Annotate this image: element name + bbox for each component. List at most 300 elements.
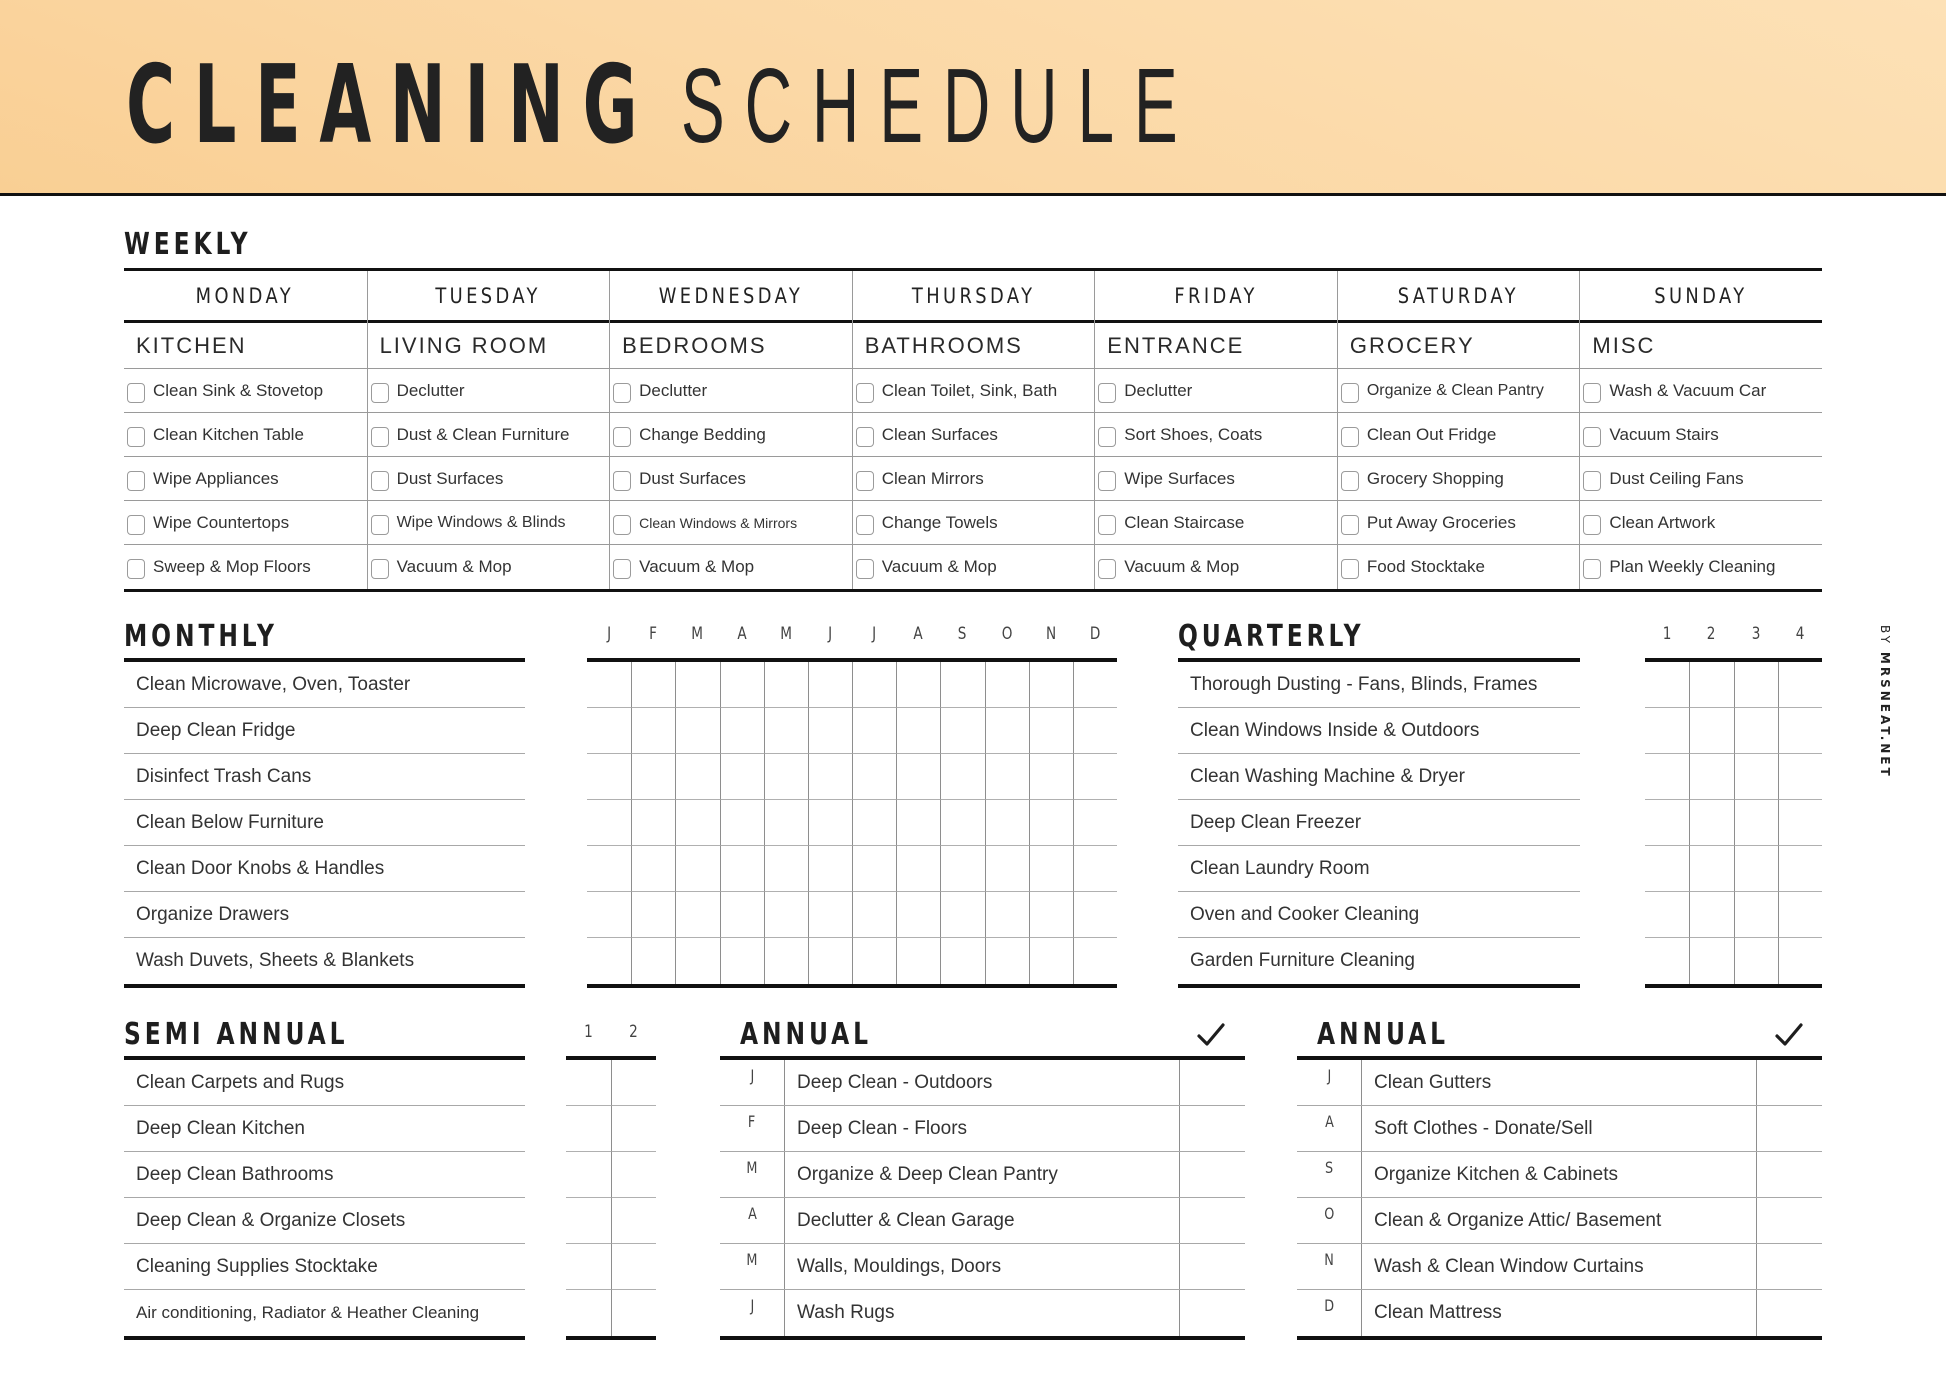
task-label: Grocery Shopping — [1366, 468, 1504, 488]
checkoff-cell[interactable] — [631, 800, 675, 846]
checkoff-cell[interactable] — [1778, 846, 1822, 892]
weekly-task[interactable] — [610, 413, 852, 457]
checkoff-cell[interactable] — [940, 938, 984, 984]
weekly-task[interactable] — [1095, 545, 1337, 589]
quarter-label: 3 — [1751, 624, 1760, 644]
weekly-task[interactable] — [368, 545, 610, 589]
half-labels — [566, 1022, 656, 1042]
annual-row — [720, 1106, 1245, 1152]
checkbox[interactable] — [127, 515, 145, 535]
annual-month: M — [720, 1244, 785, 1289]
task-label: Vacuum & Mop — [396, 557, 512, 576]
checkoff-cell[interactable] — [720, 754, 764, 800]
checkoff-cell[interactable] — [852, 938, 896, 984]
checkoff-cell[interactable] — [852, 846, 896, 892]
weekly-task[interactable] — [1580, 413, 1822, 457]
weekly-task[interactable] — [853, 457, 1095, 501]
weekly-task[interactable] — [853, 545, 1095, 589]
annual-month: A — [1297, 1106, 1362, 1151]
annual-task: Wash & Clean Window Curtains — [1362, 1244, 1757, 1289]
checkoff-cell[interactable] — [808, 846, 852, 892]
checkoff-cell[interactable] — [764, 708, 808, 754]
annual-check-cell[interactable] — [1757, 1060, 1822, 1105]
checkoff-cell[interactable] — [720, 800, 764, 846]
checkoff-cell[interactable] — [940, 800, 984, 846]
checkoff-cell[interactable] — [1029, 846, 1073, 892]
checkoff-cell[interactable] — [566, 1106, 611, 1152]
checkbox[interactable] — [127, 471, 145, 491]
checkoff-cell[interactable] — [1645, 892, 1689, 938]
checkoff-cell[interactable] — [611, 1198, 656, 1244]
checkoff-cell[interactable] — [675, 800, 719, 846]
checkoff-cell[interactable] — [940, 662, 984, 708]
annual-month: J — [720, 1290, 785, 1336]
checkoff-cell[interactable] — [808, 938, 852, 984]
task-label: Change Towels — [881, 512, 998, 532]
weekly-task[interactable] — [1580, 369, 1822, 413]
weekly-task[interactable] — [124, 545, 367, 589]
quarterly-task: Clean Washing Machine & Dryer — [1178, 754, 1580, 800]
task-label: Clean Sink & Stovetop — [153, 380, 324, 400]
weekly-task[interactable] — [853, 501, 1095, 545]
annual-row — [1297, 1152, 1822, 1198]
checkoff-cell[interactable] — [1645, 800, 1689, 846]
weekly-task[interactable] — [124, 457, 367, 501]
checkoff-cell[interactable] — [1689, 846, 1733, 892]
checkoff-cell[interactable] — [1073, 800, 1117, 846]
checkbox[interactable] — [1583, 427, 1601, 447]
annual-task: Clean Mattress — [1362, 1290, 1757, 1336]
checkoff-cell[interactable] — [1778, 892, 1822, 938]
checkoff-cell[interactable] — [1734, 662, 1778, 708]
weekly-category: BATHROOMS — [853, 323, 1095, 369]
weekly-task[interactable] — [1095, 413, 1337, 457]
task-label: Put Away Groceries — [1366, 512, 1516, 532]
annual-month: N — [1297, 1244, 1362, 1289]
checkoff-cell[interactable] — [566, 1198, 611, 1244]
checkoff-cell[interactable] — [940, 892, 984, 938]
annual-check-cell[interactable] — [1180, 1198, 1245, 1243]
monthly-task: Clean Microwave, Oven, Toaster — [124, 662, 525, 708]
checkoff-cell[interactable] — [675, 846, 719, 892]
checkoff-cell[interactable] — [1073, 938, 1117, 984]
checkmark-icon — [1196, 1022, 1226, 1048]
checkoff-cell[interactable] — [1029, 800, 1073, 846]
checkoff-cell[interactable] — [1689, 754, 1733, 800]
checkoff-cell[interactable] — [675, 938, 719, 984]
checkoff-cell[interactable] — [985, 846, 1029, 892]
annual-check-cell[interactable] — [1757, 1106, 1822, 1151]
checkoff-cell[interactable] — [720, 708, 764, 754]
annual-check-cell[interactable] — [1180, 1060, 1245, 1105]
checkoff-cell[interactable] — [566, 1060, 611, 1106]
weekly-day-header — [368, 271, 610, 323]
checkbox[interactable] — [1098, 383, 1116, 403]
weekly-day-header — [1580, 271, 1822, 323]
checkoff-cell[interactable] — [587, 662, 631, 708]
quarter-label: 4 — [1795, 624, 1805, 644]
checkbox[interactable] — [1583, 471, 1601, 491]
checkoff-cell[interactable] — [1778, 662, 1822, 708]
annual-row — [720, 1244, 1245, 1290]
checkoff-cell[interactable] — [896, 938, 940, 984]
checkoff-cell[interactable] — [631, 938, 675, 984]
checkoff-cell[interactable] — [1073, 846, 1117, 892]
checkbox[interactable] — [1341, 383, 1359, 403]
annual-row — [1297, 1198, 1822, 1244]
checkoff-cell[interactable] — [764, 892, 808, 938]
month-label: J — [607, 624, 612, 644]
checkoff-cell[interactable] — [985, 892, 1029, 938]
annual-1-title: ANNUAL — [740, 1017, 872, 1052]
checkoff-cell[interactable] — [764, 662, 808, 708]
task-label: Clean Artwork — [1609, 512, 1716, 532]
checkoff-cell[interactable] — [1778, 800, 1822, 846]
checkbox[interactable] — [1341, 427, 1359, 447]
checkoff-cell[interactable] — [566, 1152, 611, 1198]
quarterly-task: Deep Clean Freezer — [1178, 800, 1580, 846]
annual-check-cell[interactable] — [1180, 1290, 1245, 1336]
day-label: FRIDAY — [1174, 283, 1258, 308]
checkoff-cell[interactable] — [1778, 938, 1822, 984]
annual-check-cell[interactable] — [1180, 1244, 1245, 1289]
checkoff-cell[interactable] — [896, 800, 940, 846]
checkoff-cell[interactable] — [1073, 662, 1117, 708]
checkbox[interactable] — [1098, 471, 1116, 491]
checkoff-cell[interactable] — [611, 1244, 656, 1290]
weekly-day-header — [610, 271, 852, 323]
checkbox[interactable] — [1341, 559, 1359, 579]
checkoff-cell[interactable] — [720, 892, 764, 938]
checkbox[interactable] — [1098, 427, 1116, 447]
checkoff-cell[interactable] — [587, 846, 631, 892]
checkoff-cell[interactable] — [1645, 708, 1689, 754]
side-credit-brand: MRSNEAT.NET — [1878, 651, 1892, 779]
quarter-label: 2 — [1707, 624, 1716, 644]
checkoff-cell[interactable] — [1029, 708, 1073, 754]
weekly-task[interactable] — [368, 457, 610, 501]
checkoff-cell[interactable] — [1778, 754, 1822, 800]
semi-annual-task: Clean Carpets and Rugs — [124, 1060, 525, 1106]
checkoff-cell[interactable] — [764, 754, 808, 800]
checkoff-cell[interactable] — [764, 846, 808, 892]
checkoff-cell[interactable] — [1778, 708, 1822, 754]
checkbox[interactable] — [856, 559, 874, 579]
monthly-title: MONTHLY — [124, 619, 278, 654]
month-label: A — [736, 624, 747, 644]
weekly-task[interactable] — [1338, 457, 1580, 501]
checkoff-cell[interactable] — [587, 938, 631, 984]
checkoff-cell[interactable] — [1645, 754, 1689, 800]
annual-task: Soft Clothes - Donate/Sell — [1362, 1106, 1757, 1151]
checkoff-cell[interactable] — [1689, 662, 1733, 708]
monthly-task-list — [124, 658, 525, 988]
weekly-task[interactable] — [1338, 369, 1580, 413]
checkoff-cell[interactable] — [940, 754, 984, 800]
weekly-task[interactable] — [124, 369, 367, 413]
weekly-task[interactable] — [368, 369, 610, 413]
checkoff-cell[interactable] — [587, 892, 631, 938]
checkoff-cell[interactable] — [896, 846, 940, 892]
day-label: WEDNESDAY — [658, 283, 804, 308]
task-label: Clean Out Fridge — [1366, 424, 1497, 444]
checkbox[interactable] — [371, 559, 389, 579]
checkoff-cell[interactable] — [587, 800, 631, 846]
checkbox[interactable] — [1583, 559, 1601, 579]
checkoff-cell[interactable] — [1073, 754, 1117, 800]
annual-check-cell[interactable] — [1757, 1198, 1822, 1243]
checkoff-cell[interactable] — [631, 754, 675, 800]
checkoff-cell[interactable] — [611, 1152, 656, 1198]
task-label: Food Stocktake — [1366, 557, 1485, 576]
weekly-category: KITCHEN — [124, 323, 367, 369]
checkoff-cell[interactable] — [852, 708, 896, 754]
task-label: Sweep & Mop Floors — [153, 557, 311, 576]
checkoff-cell[interactable] — [631, 662, 675, 708]
annual-task: Walls, Mouldings, Doors — [785, 1244, 1180, 1289]
annual-row — [720, 1060, 1245, 1106]
checkoff-cell[interactable] — [631, 892, 675, 938]
checkoff-cell[interactable] — [1645, 846, 1689, 892]
checkoff-cell[interactable] — [587, 754, 631, 800]
checkbox[interactable] — [613, 383, 631, 403]
checkbox[interactable] — [1341, 471, 1359, 491]
task-label: Dust & Clean Furniture — [396, 424, 570, 444]
annual-task: Deep Clean - Floors — [785, 1106, 1180, 1151]
annual-check-cell[interactable] — [1757, 1152, 1822, 1197]
checkoff-cell[interactable] — [896, 662, 940, 708]
monthly-task: Organize Drawers — [124, 892, 525, 938]
checkoff-cell[interactable] — [1689, 892, 1733, 938]
task-label: Wipe Surfaces — [1124, 468, 1235, 488]
annual-month: M — [720, 1152, 785, 1197]
checkbox[interactable] — [613, 427, 631, 447]
checkoff-cell[interactable] — [720, 846, 764, 892]
weekly-task[interactable] — [1338, 545, 1580, 589]
checkoff-cell[interactable] — [1029, 754, 1073, 800]
checkbox[interactable] — [856, 515, 874, 535]
checkoff-cell[interactable] — [1734, 846, 1778, 892]
monthly-task: Clean Door Knobs & Handles — [124, 846, 525, 892]
checkbox[interactable] — [127, 383, 145, 403]
task-label: Clean Staircase — [1124, 512, 1245, 532]
checkoff-cell[interactable] — [1029, 938, 1073, 984]
checkoff-cell[interactable] — [764, 800, 808, 846]
weekly-category: ENTRANCE — [1095, 323, 1337, 369]
weekly-task[interactable] — [1095, 457, 1337, 501]
annual-task: Organize & Deep Clean Pantry — [785, 1152, 1180, 1197]
checkoff-cell[interactable] — [566, 1290, 611, 1336]
semi-annual-task: Deep Clean Kitchen — [124, 1106, 525, 1152]
checkoff-cell[interactable] — [896, 754, 940, 800]
checkoff-cell[interactable] — [985, 800, 1029, 846]
half-label: 1 — [584, 1022, 593, 1042]
checkoff-cell[interactable] — [808, 662, 852, 708]
weekly-task[interactable] — [1580, 501, 1822, 545]
checkoff-cell[interactable] — [896, 708, 940, 754]
checkoff-cell[interactable] — [1734, 754, 1778, 800]
weekly-task[interactable] — [610, 501, 852, 545]
weekly-column — [1094, 271, 1337, 589]
checkoff-cell[interactable] — [808, 800, 852, 846]
checkoff-cell[interactable] — [1734, 708, 1778, 754]
semi-annual-task: Deep Clean Bathrooms — [124, 1152, 525, 1198]
annual-task: Wash Rugs — [785, 1290, 1180, 1336]
checkoff-cell[interactable] — [1734, 938, 1778, 984]
weekly-column — [367, 271, 610, 589]
title-thin-word: SCHEDULE — [680, 47, 1198, 165]
annual-month: O — [1297, 1198, 1362, 1243]
checkoff-cell[interactable] — [1029, 662, 1073, 708]
weekly-column — [609, 271, 852, 589]
weekly-task[interactable] — [368, 501, 610, 545]
checkbox[interactable] — [127, 559, 145, 579]
annual-task: Organize Kitchen & Cabinets — [1362, 1152, 1757, 1197]
checkoff-cell[interactable] — [940, 708, 984, 754]
checkoff-cell[interactable] — [985, 754, 1029, 800]
checkoff-cell[interactable] — [808, 754, 852, 800]
weekly-task[interactable] — [368, 413, 610, 457]
weekly-category: BEDROOMS — [610, 323, 852, 369]
checkbox[interactable] — [371, 383, 389, 403]
quarterly-task: Oven and Cooker Cleaning — [1178, 892, 1580, 938]
checkbox[interactable] — [856, 471, 874, 491]
checkbox[interactable] — [1098, 515, 1116, 535]
checkoff-cell[interactable] — [675, 892, 719, 938]
weekly-task[interactable] — [1095, 501, 1337, 545]
checkbox[interactable] — [127, 427, 145, 447]
checkoff-cell[interactable] — [675, 754, 719, 800]
checkoff-cell[interactable] — [1073, 892, 1117, 938]
checkoff-cell[interactable] — [1689, 800, 1733, 846]
checkoff-cell[interactable] — [764, 938, 808, 984]
task-label: Wash & Vacuum Car — [1609, 380, 1767, 400]
annual-2-table — [1297, 1056, 1822, 1340]
checkoff-cell[interactable] — [985, 938, 1029, 984]
checkoff-cell[interactable] — [1645, 662, 1689, 708]
checkoff-cell[interactable] — [852, 662, 896, 708]
checkbox[interactable] — [371, 471, 389, 491]
task-label: Wipe Appliances — [153, 468, 279, 488]
weekly-day-header — [124, 271, 367, 323]
checkbox[interactable] — [1583, 515, 1601, 535]
checkoff-cell[interactable] — [852, 800, 896, 846]
checkoff-cell[interactable] — [1734, 892, 1778, 938]
annual-row — [720, 1198, 1245, 1244]
checkoff-cell[interactable] — [985, 708, 1029, 754]
checkoff-cell[interactable] — [852, 754, 896, 800]
checkoff-cell[interactable] — [631, 708, 675, 754]
task-label: Clean Kitchen Table — [153, 424, 304, 444]
checkbox[interactable] — [613, 515, 631, 535]
checkbox[interactable] — [1583, 383, 1601, 403]
checkbox[interactable] — [613, 559, 631, 579]
weekly-task[interactable] — [1095, 369, 1337, 413]
checkoff-cell[interactable] — [1645, 938, 1689, 984]
checkoff-cell[interactable] — [852, 892, 896, 938]
semi-annual-task: Cleaning Supplies Stocktake — [124, 1244, 525, 1290]
weekly-column — [1337, 271, 1580, 589]
weekly-column — [852, 271, 1095, 589]
checkbox[interactable] — [371, 515, 389, 535]
weekly-task[interactable] — [610, 545, 852, 589]
annual-check-cell[interactable] — [1757, 1244, 1822, 1289]
checkbox[interactable] — [371, 427, 389, 447]
weekly-task[interactable] — [853, 369, 1095, 413]
checkoff-cell[interactable] — [808, 708, 852, 754]
weekly-task[interactable] — [610, 457, 852, 501]
checkoff-cell[interactable] — [808, 892, 852, 938]
checkbox[interactable] — [1098, 559, 1116, 579]
checkoff-cell[interactable] — [896, 892, 940, 938]
task-label: Dust Surfaces — [639, 468, 746, 488]
month-label: M — [691, 624, 704, 644]
weekly-task[interactable] — [1338, 413, 1580, 457]
annual-row — [720, 1290, 1245, 1336]
weekly-task[interactable] — [853, 413, 1095, 457]
weekly-task[interactable] — [1338, 501, 1580, 545]
weekly-category: GROCERY — [1338, 323, 1580, 369]
checkoff-cell[interactable] — [611, 1060, 656, 1106]
checkoff-cell[interactable] — [675, 662, 719, 708]
checkbox[interactable] — [856, 383, 874, 403]
monthly-task: Clean Below Furniture — [124, 800, 525, 846]
monthly-task: Disinfect Trash Cans — [124, 754, 525, 800]
checkoff-cell[interactable] — [720, 662, 764, 708]
annual-row — [1297, 1244, 1822, 1290]
checkoff-cell[interactable] — [611, 1106, 656, 1152]
checkoff-cell[interactable] — [1689, 708, 1733, 754]
checkoff-cell[interactable] — [631, 846, 675, 892]
checkbox[interactable] — [613, 471, 631, 491]
weekly-task[interactable] — [1580, 457, 1822, 501]
weekly-category: LIVING ROOM — [368, 323, 610, 369]
annual-check-cell[interactable] — [1180, 1152, 1245, 1197]
checkoff-cell[interactable] — [566, 1244, 611, 1290]
weekly-task[interactable] — [124, 501, 367, 545]
quarterly-title: QUARTERLY — [1178, 619, 1365, 654]
checkoff-cell[interactable] — [611, 1290, 656, 1336]
header-band — [0, 0, 1946, 196]
checkoff-cell[interactable] — [1689, 938, 1733, 984]
weekly-column — [124, 271, 367, 589]
annual-row — [1297, 1290, 1822, 1336]
annual-1-table — [720, 1056, 1245, 1340]
quarterly-task: Clean Windows Inside & Outdoors — [1178, 708, 1580, 754]
weekly-task[interactable] — [1580, 545, 1822, 589]
checkoff-cell[interactable] — [1073, 708, 1117, 754]
semi-annual-title: SEMI ANNUAL — [124, 1017, 349, 1052]
checkoff-cell[interactable] — [675, 708, 719, 754]
annual-check-cell[interactable] — [1180, 1106, 1245, 1151]
checkoff-cell[interactable] — [1734, 800, 1778, 846]
task-label: Vacuum & Mop — [1124, 557, 1240, 576]
weekly-day-header — [1095, 271, 1337, 323]
checkoff-cell[interactable] — [587, 708, 631, 754]
weekly-task[interactable] — [124, 413, 367, 457]
checkbox[interactable] — [856, 427, 874, 447]
checkbox[interactable] — [1341, 515, 1359, 535]
annual-check-cell[interactable] — [1757, 1290, 1822, 1336]
checkoff-cell[interactable] — [720, 938, 764, 984]
weekly-title: WEEKLY — [124, 227, 252, 262]
day-label: SUNDAY — [1654, 283, 1748, 308]
checkoff-cell[interactable] — [940, 846, 984, 892]
weekly-task[interactable] — [610, 369, 852, 413]
checkoff-cell[interactable] — [985, 662, 1029, 708]
task-label: Vacuum & Mop — [881, 557, 997, 576]
checkoff-cell[interactable] — [1029, 892, 1073, 938]
